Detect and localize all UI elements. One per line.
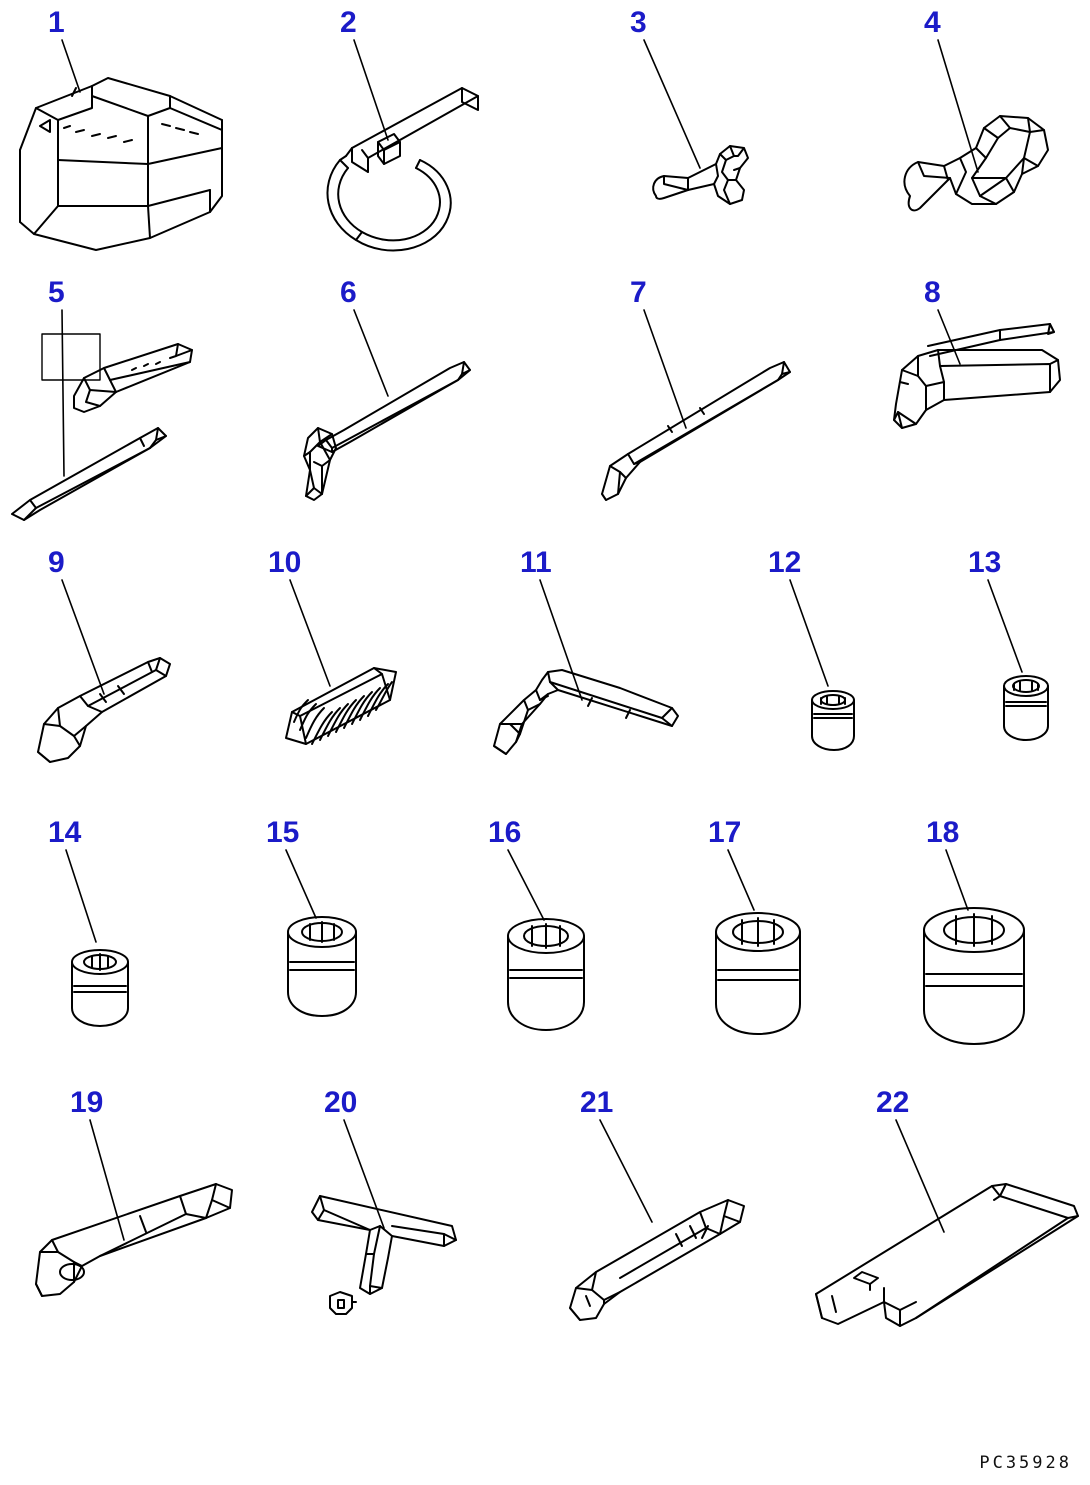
callout-2: 2 — [340, 6, 357, 39]
part-20-t-wrench — [312, 1196, 456, 1314]
callout-17: 17 — [708, 816, 742, 849]
part-16-socket-medium-large — [508, 919, 584, 1030]
part-6-hammer — [304, 362, 470, 500]
part-8-grease-gun — [894, 324, 1060, 428]
part-12-socket-small — [812, 691, 854, 750]
part-18-socket-extra-large — [924, 908, 1024, 1044]
callout-19: 19 — [70, 1086, 104, 1119]
part-21-universal-joint-extension — [570, 1200, 744, 1320]
part-4-open-end-wrench-large — [904, 116, 1048, 210]
part-2-filter-wrench — [327, 88, 478, 250]
callout-9: 9 — [48, 546, 65, 579]
callout-10: 10 — [268, 546, 302, 579]
callout-12: 12 — [768, 546, 802, 579]
callout-4: 4 — [924, 6, 941, 39]
part-1-tool-bag — [20, 78, 222, 250]
callout-13: 13 — [968, 546, 1002, 579]
callout-5: 5 — [48, 276, 65, 309]
callout-11: 11 — [520, 546, 552, 579]
callout-16: 16 — [488, 816, 522, 849]
callout-22: 22 — [876, 1086, 910, 1119]
callout-20: 20 — [324, 1086, 358, 1119]
part-10-spring-extension-tool — [286, 668, 396, 744]
part-14-socket-medium-small — [72, 950, 128, 1026]
part-22-tool-tray-mat — [816, 1184, 1078, 1326]
callout-1: 1 — [48, 6, 65, 39]
part-17-socket-large — [716, 913, 800, 1034]
callout-8: 8 — [924, 276, 941, 309]
part-5-spark-plug-socket-and-bar — [12, 334, 192, 520]
callout-14: 14 — [48, 816, 82, 849]
callout-21: 21 — [580, 1086, 614, 1119]
part-9-t-handle-bar — [38, 658, 170, 762]
part-7-pry-bar — [602, 362, 790, 500]
drawing-code: PC35928 — [979, 1453, 1072, 1473]
part-15-socket-medium — [288, 917, 356, 1016]
part-3-open-end-wrench-small — [653, 146, 748, 204]
part-13-socket-small-2 — [1004, 676, 1048, 740]
leader-lines — [62, 40, 1022, 1240]
callout-3: 3 — [630, 6, 647, 39]
callout-15: 15 — [266, 816, 300, 849]
callout-6: 6 — [340, 276, 357, 309]
part-11-l-hex-key — [494, 670, 678, 754]
callout-18: 18 — [926, 816, 960, 849]
part-19-extension-bar-with-handle — [36, 1184, 232, 1296]
callout-7: 7 — [630, 276, 647, 309]
